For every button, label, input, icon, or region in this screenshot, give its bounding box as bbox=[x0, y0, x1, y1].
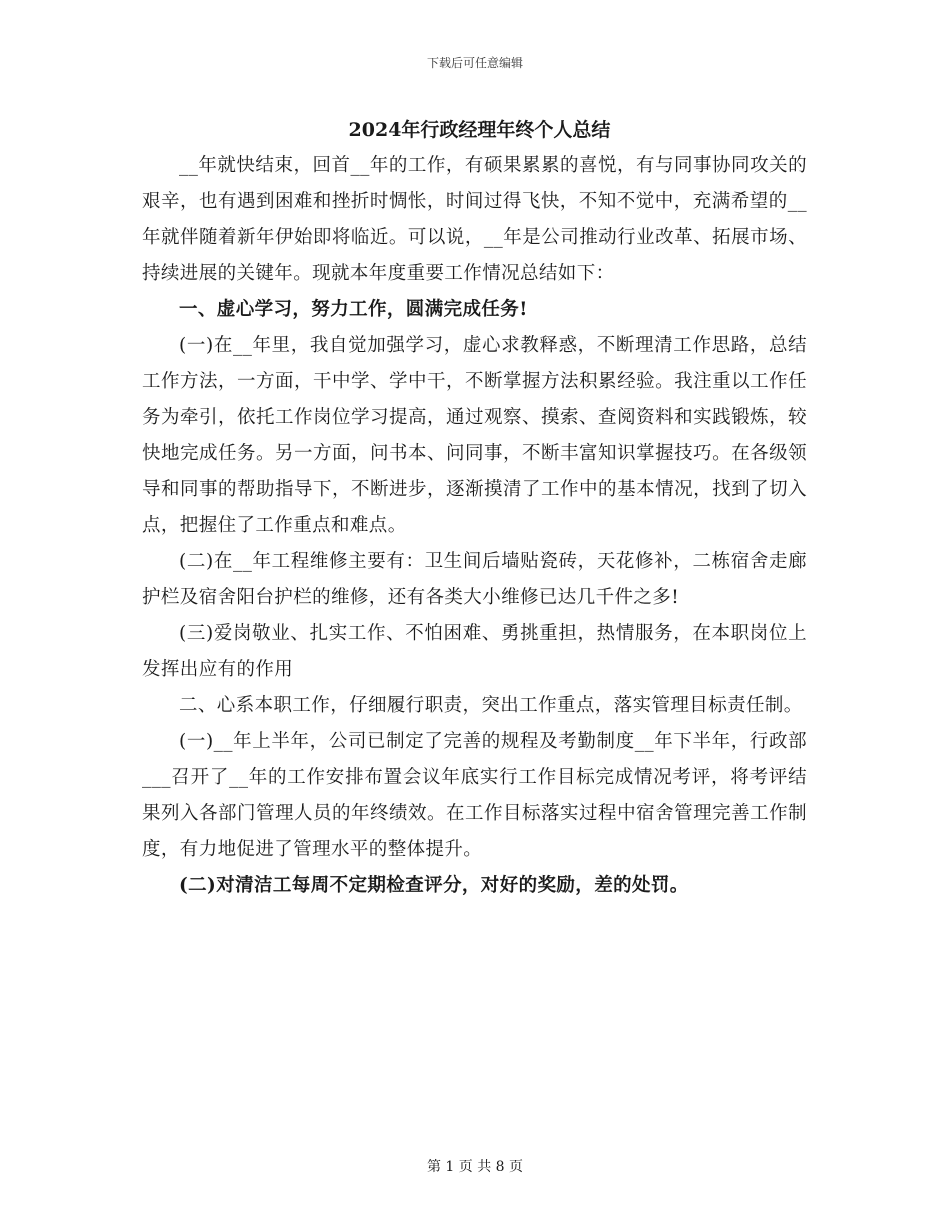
section-heading-1: 一、虚心学习，努力工作，圆满完成任务! bbox=[179, 299, 528, 320]
header-note: 下载后可任意编辑 bbox=[426, 56, 523, 70]
paragraph-1-1: (一)在__年里，我自觉加强学习，虚心求教释惑，不断理清工作思路，总结工作方法，一方面，干中学、学中干，不断掌握方法积累经验。我注重以工作任务为牵引，依托工作岗位学习提高，通过观察、摸索、查阅资料和实践锻炼，较快地完成任务。另一方面，问书本、问同事，不断丰富知识掌握技巧。在各级领导和同事的帮助指导下，不断进步，逐渐摸清了工作中的基本情况，找到了切入点，把握住了工作重点和难点。 bbox=[142, 335, 807, 536]
document-title: 2024年行政经理年终个人总结 bbox=[348, 119, 611, 141]
paragraph-2-1: (一)__年上半年，公司已制定了完善的规程及考勤制度__年下半年，行政部___召开了__年的工作安排布置会议年底实行工作目标完成情况考评，将考评结果列入各部门管理人员的年终绩效。在工作目标落实过程中宿舍管理完善工作制度，有力地促进了管理水平的整体提升。 bbox=[142, 731, 807, 860]
paragraph-2-2: (二)对清洁工每周不定期检查评分，对好的奖励，差的处罚。 bbox=[179, 875, 689, 896]
intro-paragraph: __年就快结束，回首__年的工作，有硕果累累的喜悦，有与同事协同攻关的艰辛，也有遇到困难和挫折时惆怅，时间过得飞快，不知不觉中，充满希望的__年就伴随着新年伊始即将临近。可以说，__年是公司推动行业改革、拓展市场、持续进展的关键年。现就本年度重要工作情况总结如下： bbox=[142, 155, 807, 284]
paragraph-1-3: (三)爱岗敬业、扎实工作、不怕困难、勇挑重担，热情服务，在本职岗位上发挥出应有的作用 bbox=[142, 623, 807, 680]
paragraph-1-2: (二)在__年工程维修主要有：卫生间后墙贴瓷砖，天花修补，二栋宿舍走廊护栏及宿舍阳台护栏的维修，还有各类大小维修已达几千件之多! bbox=[142, 551, 807, 608]
page-number: 第 1 页 共 8 页 bbox=[426, 1159, 524, 1175]
document-body bbox=[142, 112, 807, 904]
section-heading-2: 二、心系本职工作，仔细履行职责，突出工作重点，落实管理目标责任制。 bbox=[179, 695, 803, 716]
